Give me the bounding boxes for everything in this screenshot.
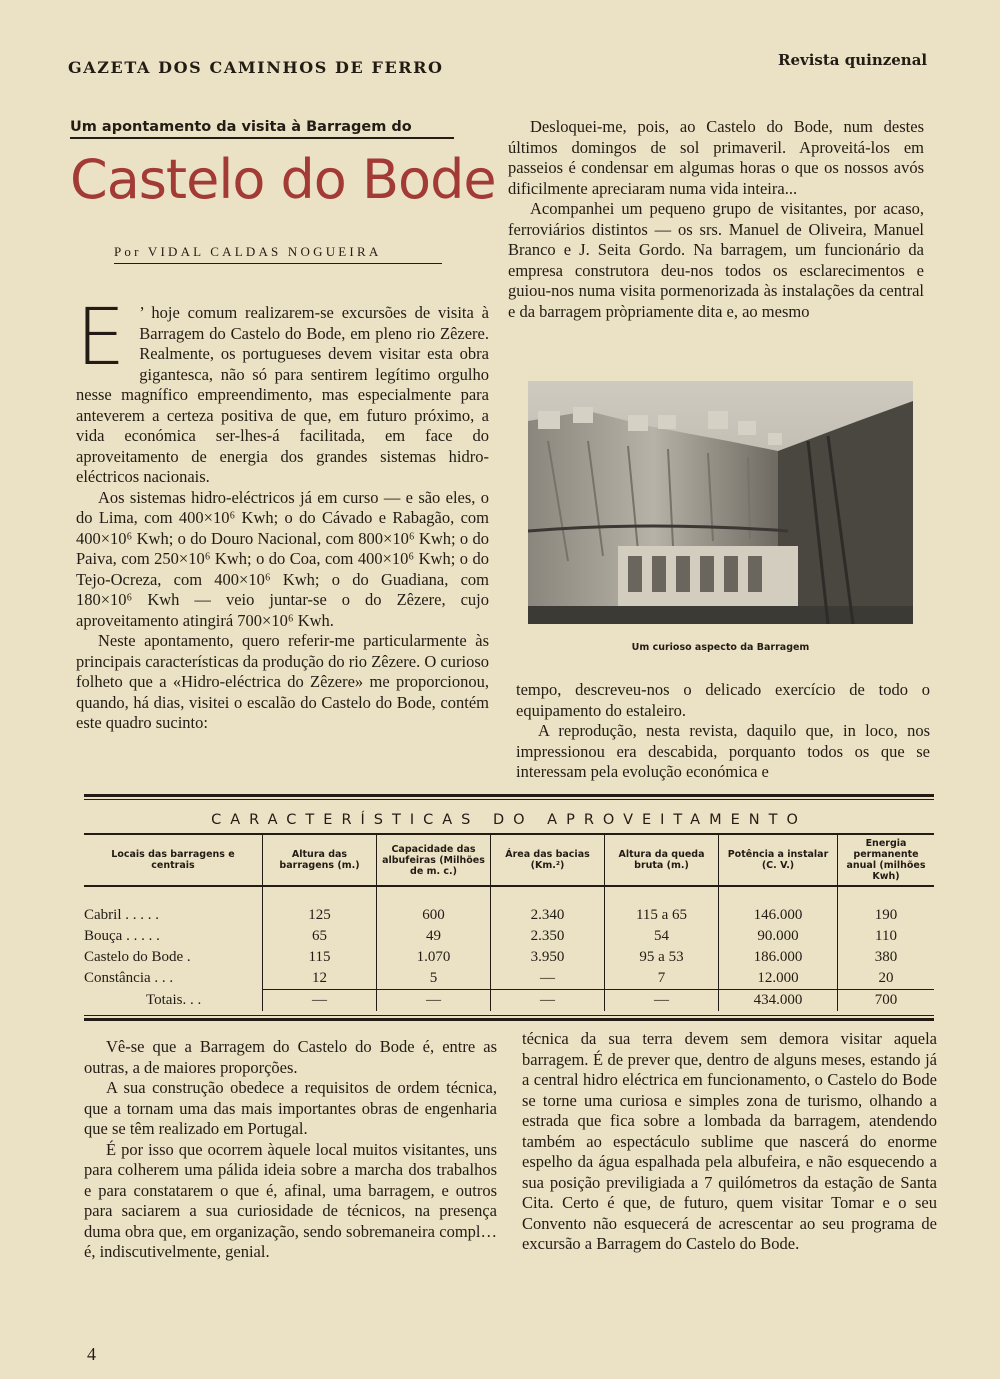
cell: — (491, 968, 605, 990)
right-paragraph: Desloquei-me, pois, ao Castelo do Bode, num destes últimos domingos de sol primaveril. Aproveitá-los em passeios é condensar em algumas horas o que os nossos avós dificilmente apreciaram numa vida inteira... (508, 117, 924, 198)
dam-photo (528, 381, 913, 624)
table-title: CARACTERÍSTICAS DO APROVEITAMENTO (211, 812, 807, 828)
cell: 95 a 53 (605, 947, 719, 968)
cell: 2.340 (491, 886, 605, 926)
characteristics-table-box (84, 794, 934, 1021)
cell: 65 (263, 926, 377, 947)
left-column (76, 293, 489, 734)
table-row (84, 968, 934, 990)
bottom-left-paragraph: Vê-se que a Barragem do Castelo do Bode é, entre as outras, a de maiores proporções. (84, 1037, 497, 1077)
cell: 90.000 (719, 926, 838, 947)
cell: 600 (377, 886, 491, 926)
cell: 146.000 (719, 886, 838, 926)
cell: 5 (377, 968, 491, 990)
edition-label: Revista quinzenal (778, 51, 928, 69)
publication-title: GAZETA DOS CAMINHOS DE FERRO (68, 58, 444, 77)
bottom-left-paragraph: É por isso que ocorrem àquele local muitos visitantes, uns para colherem uma pálida ideia sobre a marcha dos trabalhos e para constatarem o que é, afinal, uma barragem, e outros para saciarem a sua curiosidade de técnicos, na presença duma obra que, em organização, sendo sobremaneira compl… é, indiscutivelmente, genial. (84, 1139, 497, 1261)
cell-totals-label: Totais. . . (146, 991, 202, 1008)
right-paragraph: Acompanhei um pequeno grupo de visitantes, por acaso, ferroviários distintos — os srs. Manuel de Oliveira, Manuel Branco e J. Seita Gordo. Na barragem, um funcionário da empresa construtora deu-nos todos os esclarecimentos e guiou-nos numa visita pormenorizada às instalações da central e da barragem pròpriamente dita e, ao mesmo (508, 199, 924, 321)
right2-paragraph: tempo, descreveu-nos o delicado exercício de todo o equipamento do estaleiro. (516, 680, 930, 720)
bottom-right-column (522, 1029, 937, 1255)
cell: 54 (605, 926, 719, 947)
table-row (84, 947, 934, 968)
header-locations: Locais das barragens e centrais (84, 834, 263, 886)
cell-location: Bouça . . . . . (84, 928, 160, 944)
cell: — (377, 990, 491, 1012)
cell: — (263, 990, 377, 1012)
cell: 12 (263, 968, 377, 990)
bottom-left-column (84, 1037, 497, 1263)
cell: 49 (377, 926, 491, 947)
cell: 20 (838, 968, 935, 990)
table-bottom-rule (84, 1015, 934, 1021)
table-row (84, 926, 934, 947)
dam-photo-illustration (528, 381, 913, 624)
cell: 110 (838, 926, 935, 947)
table-row (84, 886, 934, 926)
cell: 115 a 65 (605, 886, 719, 926)
cell: 7 (605, 968, 719, 990)
cell: 190 (838, 886, 935, 926)
table-totals-row (84, 990, 934, 1012)
header-dam-height: Altura das barragens (m.) (263, 834, 377, 886)
right2-paragraph: A reprodução, nesta revista, daquilo que, in loco, nos impressionou era descabida, porquanto todos os que se interessam pela evolução económica e (516, 721, 930, 781)
cell: 186.000 (719, 947, 838, 968)
page-number: 4 (87, 1344, 96, 1364)
left-paragraph: Neste apontamento, quero referir-me particularmente às principais características da produção do rio Zêzere. O curioso folheto que a «Hidro-eléctrica do Zêzere» me proporcionou, quando, há dias, visitei o escalão do Castelo do Bode, contém este quadro sucinto: (76, 631, 489, 732)
table-header-row (84, 834, 934, 886)
left-paragraph: Aos sistemas hidro-eléctricos já em curso — e são eles, o do Lima, com 400×10⁶ Kwh; o do Cávado e Rabagão, com 400×10⁶ Kwh; o do Douro Nacional, com 800×10⁶ Kwh; o do Paiva, com 250×10⁶ Kwh; o do Coa, com 400×10⁶ Kwh; o do Tejo-Ocreza, com 400×10⁶ Kwh; o do Guadiana, com 180×10⁶ Kwh — veio juntar-se o do Zêzere, cujo aproveitamento atingirá 700×10⁶ Kwh. (76, 487, 489, 630)
characteristics-table (84, 833, 934, 1011)
cell: 3.950 (491, 947, 605, 968)
header-capacity: Capacidade das albufeiras (Milhões de m. c.) (377, 834, 491, 886)
right-column (508, 117, 924, 322)
cell: 125 (263, 886, 377, 926)
article-title: Castelo do Bode (70, 148, 496, 211)
cell: 12.000 (719, 968, 838, 990)
photo-caption: Um curioso aspecto da Barragem (631, 642, 810, 653)
cell: — (491, 990, 605, 1012)
bottom-right-paragraph: técnica da sua terra devem sem demora visitar aquela barragem. É de prever que, dentro de alguns meses, estando já a central hidro eléctrica em funcionamento, o Castelo do Bode se torne uma curiosa e simples zona de turismo, olhando a estrada que fica sobre a lombada da barragem, atendendo também ao espectáculo sublime que nascerá do enorme espelho da água espalhada pela albufeira, e não esquecendo a sua posição previligiada a 7 quilómetros da estação de Santa Cita. Certo é que, de futuro, quem visitar Tomar e o seu Convento não esquecerá de acrescentar ao seu programa de excursão a Barragem do Castelo do Bode. (522, 1029, 937, 1253)
cell: 2.350 (491, 926, 605, 947)
header-drop-height: Altura da queda bruta (m.) (605, 834, 719, 886)
header-power: Potência a instalar (C. V.) (719, 834, 838, 886)
article-byline: Por VIDAL CALDAS NOGUEIRA (114, 244, 442, 264)
cell: 380 (838, 947, 935, 968)
right-column-continued (516, 680, 930, 783)
cell: — (605, 990, 719, 1012)
article-kicker: Um apontamento da visita à Barragem do (70, 119, 454, 139)
first-paragraph (76, 293, 489, 488)
cell-location: Constância . . . (84, 970, 174, 987)
first-paragraph-text: ’ hoje comum realizarem-se excursões de visita à Barragem do Castelo do Bode, em pleno rio Zêzere. Realmente, os portugueses devem visitar esta obra gigantesca, não só para sentirem legítimo orgulho nesse magnífico empreendimento, mas especialmente para anteverem a certeza positiva de que, em futuro próximo, a vida económica ser-lhes-á facilitada, em face do aproveitamento de energia dos grandes sistemas hidro-eléctricos nacionais. (76, 303, 489, 486)
cell: 1.070 (377, 947, 491, 968)
bottom-left-paragraph: A sua construção obedece a requisitos de ordem técnica, que a tornam uma das mais importantes obras de engenharia que se têm realizado em Portugal. (84, 1078, 497, 1138)
cell-location: Cabril . . . . . (84, 907, 159, 923)
header-energy: Energia permanente anual (milhões Kwh) (838, 834, 935, 886)
cell: 700 (838, 990, 935, 1012)
cell-location: Castelo do Bode . (84, 949, 191, 965)
cell: 434.000 (719, 990, 838, 1012)
cell: 115 (263, 947, 377, 968)
drop-cap: E (76, 293, 126, 383)
header-basin-area: Área das bacias (Km.²) (491, 834, 605, 886)
